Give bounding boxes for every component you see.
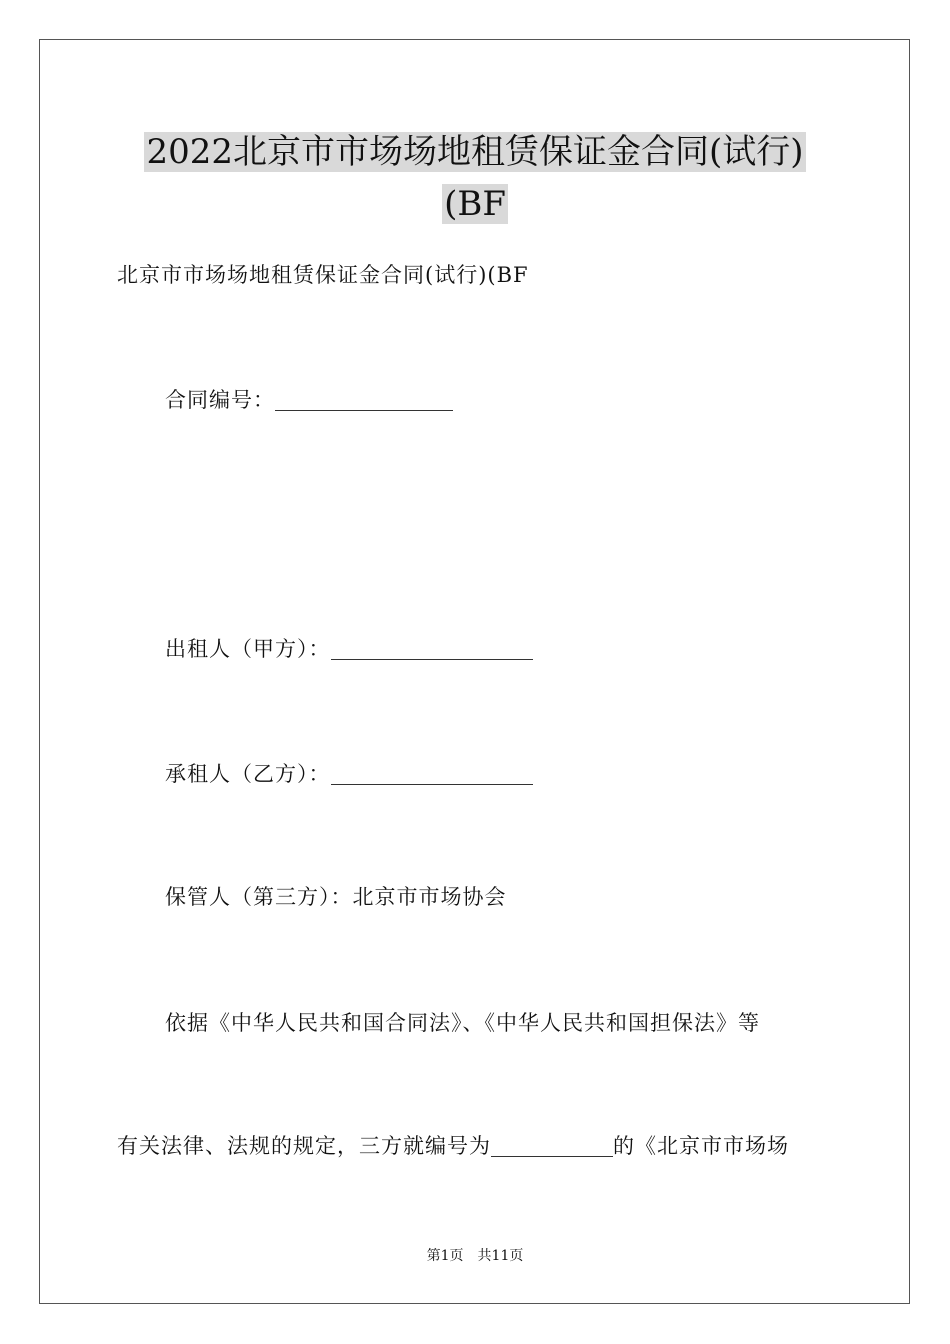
page-frame xyxy=(39,39,910,1304)
lessor-blank xyxy=(331,637,533,660)
lessor-row xyxy=(165,634,533,664)
lessor-label: 出租人（甲方）： xyxy=(165,637,331,661)
body-paragraph-line-2 xyxy=(117,1131,789,1161)
document-title-line-1 xyxy=(0,130,950,174)
contract-number-blank xyxy=(275,388,453,411)
title-text-2: (BF xyxy=(444,184,506,224)
custodian-row: 保管人（第三方）：北京市市场协会 xyxy=(165,885,507,909)
lessee-blank xyxy=(331,762,533,785)
body-line-2-part-b: 的《北京市市场场 xyxy=(613,1134,789,1158)
contract-number-label: 合同编号： xyxy=(165,388,275,412)
lessee-label: 承租人（乙方）： xyxy=(165,762,331,786)
title-text-1: 2022北京市市场场地租赁保证金合同(试行) xyxy=(146,132,804,172)
page-footer: 第1页 共11页 xyxy=(426,1248,524,1264)
contract-number-row xyxy=(165,385,453,415)
body-line-2-part-a: 有关法律、法规的规定，三方就编号为 xyxy=(117,1134,491,1158)
body-paragraph-line-1: 依据《中华人民共和国合同法》、《中华人民共和国担保法》等 xyxy=(165,1011,760,1035)
document-title-line-2 xyxy=(0,182,950,226)
contract-ref-blank xyxy=(491,1134,613,1157)
lessee-row xyxy=(165,759,533,789)
subtitle: 北京市市场场地租赁保证金合同(试行)(BF xyxy=(117,263,529,287)
